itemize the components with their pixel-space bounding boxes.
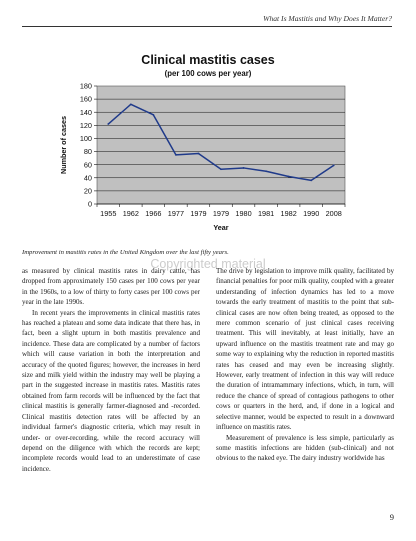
x-axis: [97, 204, 345, 218]
chart: [0, 48, 416, 242]
x-tick-label: 1979: [190, 209, 207, 218]
y-tick-label: 60: [83, 160, 92, 170]
data-point: [107, 123, 109, 125]
x-tick-label: 1981: [257, 209, 275, 218]
paragraph: In recent years the improvements in clinical mastitis rates has reached a plateau and some data indicate that there has, in fact, been a slight upturn in both mastitis prevalence and incidence. These data are complicated by a number of factors which will cause variation in both the interpretation and accuracy of the quoted figures; however, the increases in herd size and milk yield within the industry may well be playing a part in the suggested increase in mastitis rates. Mastitis rates obtained from farm records will be influenced by the fact that clinical mastitis is generally farmer-diagnosed and -recorded. Clinical mastitis detection rates will be affected by an individual farmer's diagnostic criteria, which may result in under- or over-recording, while the record accuracy will depend on the diligence with which the records are kept; incomplete records would lead to an underestimate of case incidence.: [22, 308, 200, 473]
chart-subtitle: (per 100 cows per year): [164, 69, 252, 78]
paragraph: The drive by legislation to improve milk quality, facilitated by financial penalties for poor milk quality, coupled with a greater understanding of infection dynamics has led to a move towards the early treatment of mastitis to the point that sub-clinical cases are now often being treated, as opposed to the mere common scenario of just clinical cases receiving treatment. This will inevitably, at least initially, have an upward influence on the mastitis treatment rate and may go some way to explaining why the reduction in reported mastitis rates has ceased and may even be increasing slightly. However, early treatment of infection in this way will reduce the duration of intramammary infections, which, in turn, will reduce the chance of spread of contagious pathogens to other cows or quarters in the herd, and, if done in a logical and selective manner, would be expected to result in a downward influence on mastitis rates.: [216, 267, 395, 432]
paragraph: Measurement of prevalence is less simple, particularly as some mastitis infections are hidden (sub-clinical) and not obvious to the naked eye. The dairy industry worldwide has: [216, 433, 394, 463]
x-tick-label: 1977: [167, 209, 185, 218]
x-tick-label: 1979: [212, 209, 230, 218]
y-tick-label: 140: [79, 107, 92, 117]
data-point: [333, 164, 335, 166]
x-tick-label: 2008: [325, 209, 342, 218]
data-point: [152, 114, 154, 116]
y-tick-label: 100: [79, 134, 92, 144]
data-point: [265, 170, 267, 172]
data-point: [198, 153, 200, 155]
watermark: Copyrighted material: [150, 257, 266, 271]
x-tick-label: 1966: [145, 209, 162, 218]
x-axis-label: Year: [213, 223, 229, 232]
y-tick-label: 80: [83, 147, 92, 157]
y-tick-label: 20: [83, 186, 92, 196]
data-point: [130, 103, 132, 105]
chart-svg: [0, 48, 416, 242]
plot-area: [97, 86, 345, 204]
right-column: [216, 266, 394, 474]
data-point: [175, 154, 177, 156]
paragraph: as measured by clinical mastitis rates in dairy cattle, has dropped from approximately 150 cases per 100 cows per year in the 1960s, to a low of thirty to forty cases per 100 cows per year in the late 1990s.: [22, 267, 200, 307]
body-text: [22, 266, 394, 474]
data-point: [220, 168, 222, 170]
x-tick-label: 1982: [280, 209, 297, 218]
running-header: What Is Mastitis and Why Does It Matter?: [263, 14, 392, 23]
header-rule: [22, 26, 392, 27]
y-tick-label: 160: [79, 94, 92, 104]
y-axis-label: Number of cases: [59, 116, 68, 174]
y-tick-label: 0: [87, 199, 92, 209]
x-tick-label: 1962: [122, 209, 139, 218]
x-tick-label: 1990: [303, 209, 320, 218]
chart-title: Clinical mastitis cases: [141, 53, 275, 67]
x-tick-label: 1980: [235, 209, 252, 218]
data-point: [243, 167, 245, 169]
left-column: [22, 266, 200, 474]
y-axis: [80, 82, 97, 209]
y-tick-label: 40: [83, 173, 92, 183]
x-tick-label: 1955: [100, 209, 117, 218]
y-tick-label: 120: [79, 120, 92, 130]
data-point: [310, 180, 312, 182]
y-tick-label: 180: [79, 81, 92, 91]
data-point: [288, 176, 290, 178]
page-number: 9: [389, 512, 394, 522]
figure-caption: Improvement in mastitis rates in the United Kingdom over the last fifty years.: [22, 249, 229, 256]
